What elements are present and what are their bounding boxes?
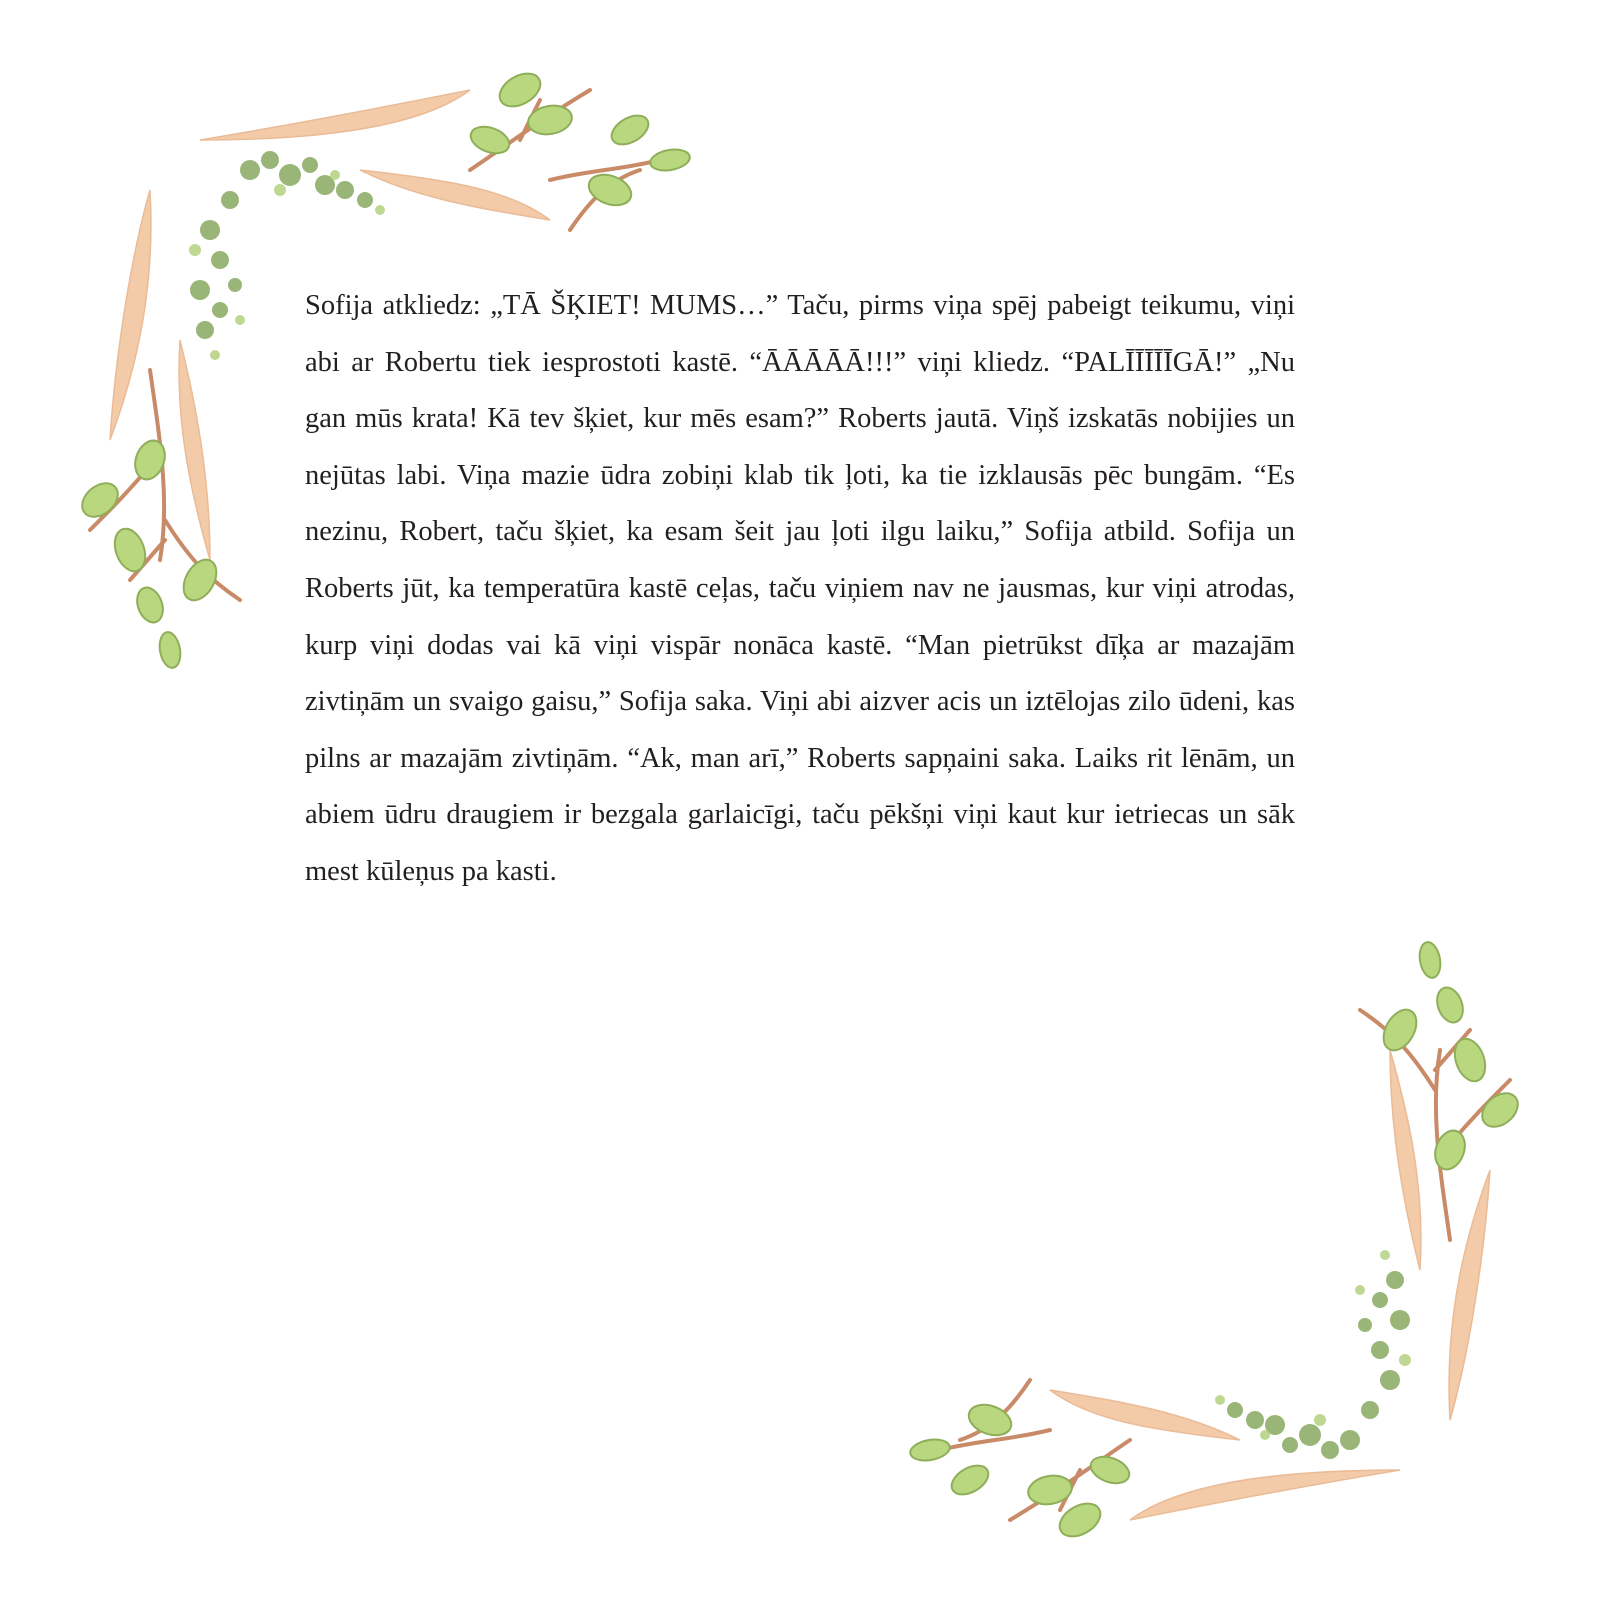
story-paragraph: Sofija atkliedz: „TĀ ŠĶIET! MUMS…” Taču, pirms viņa spēj pabeigt teikumu, viņi abi ar Robertu tiek iesprostoti kastē. “ĀĀĀĀĀ!!!” viņi kliedz. “PALĪĪĪĪĪGĀ!” „Nu gan mūs krata! Kā tev šķiet, kur mēs esam?” Roberts jautā. Viņš izskatās nobijies un nejūtas labi. Viņa mazie ūdra zobiņi klab tik ļoti, ka tie izklausās pēc bungām. “Es nezinu, Robert, taču šķiet, ka esam šeit jau ļoti ilgu laiku,” Sofija atbild. Sofija un Roberts jūt, ka temperatūra kastē ceļas, taču viņiem nav ne jausmas, kur viņi atrodas, kurp viņi dodas vai kā viņi vispār nonāca kastē. “Man pietrūkst dīķa ar mazajām zivtiņām un svaigo gaisu,” Sofija saka. Viņi abi aizver acis un iztēlojas zilo ūdeni, kas pilns ar mazajām zivtiņām. “Ak, man arī,” Roberts sapņaini saka. Laiks rit lēnām, un abiem ūdru draugiem ir bezgala garlaicīgi, taču pēkšņi viņi kaut kur ietriecas un sāk mest kūleņus pa kasti. [305, 290, 1295, 887]
floral-corner-bottom-right-icon [880, 910, 1530, 1550]
